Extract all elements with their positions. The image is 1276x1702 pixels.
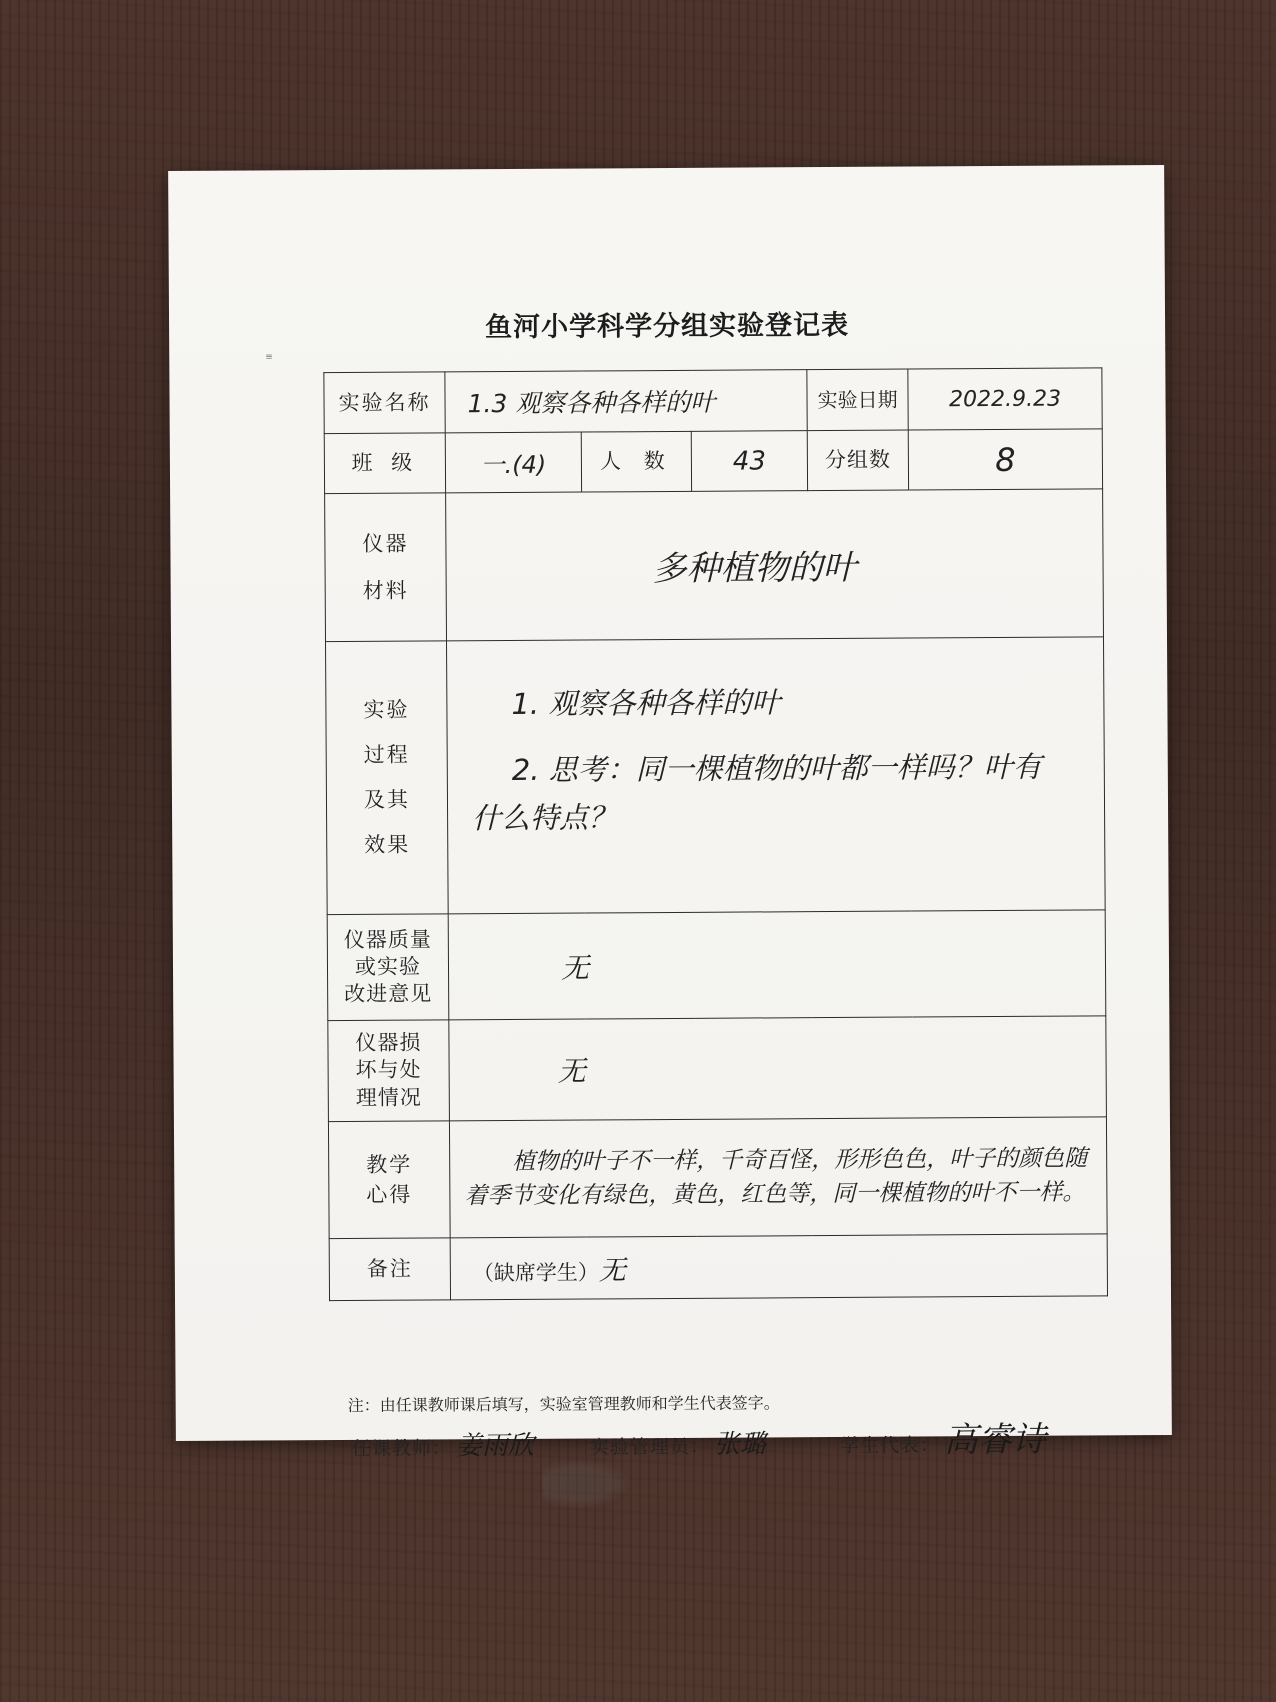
label-process-line2: 过程 [363, 742, 410, 767]
row-class [324, 429, 1102, 494]
label-process-line1: 实验 [363, 697, 410, 722]
label-damage-line3: 理情况 [355, 1085, 422, 1110]
row-process [326, 637, 1106, 915]
label-teaching-line1: 教学 [366, 1152, 413, 1177]
experiment-table [323, 367, 1108, 1301]
value-group-count: 8 [908, 429, 1102, 490]
label-materials-line2: 材料 [362, 578, 409, 603]
process-step-1: 1. 观察各种各样的叶 [511, 685, 781, 721]
remarks-absent-prefix: （缺席学生） [472, 1260, 599, 1286]
label-process-line3: 及其 [363, 787, 411, 812]
label-materials-line1: 仪器 [362, 531, 409, 557]
label-quality-line2: 或实验 [354, 954, 422, 979]
label-damage-line1: 仪器损 [355, 1030, 422, 1055]
manager-signature: 张璐 [713, 1429, 767, 1460]
manager-label: 实验管理员： [589, 1435, 711, 1459]
process-step-2: 2. 思考：同一棵植物的叶都一样吗？叶有什么特点？ [471, 749, 1042, 835]
value-quality: 无 [448, 910, 1106, 1020]
label-damage-line2: 坏与处 [355, 1057, 422, 1083]
remarks-value: 无 [598, 1255, 626, 1287]
registration-form-sheet [168, 165, 1172, 1462]
label-teaching [328, 1121, 450, 1239]
row-remarks [329, 1234, 1107, 1301]
student-label: 学生代表： [839, 1434, 941, 1457]
label-damage [328, 1020, 450, 1122]
label-process-line4: 效果 [364, 832, 411, 858]
value-people-count: 43 [691, 431, 807, 492]
student-signature: 高睿诗 [943, 1419, 1047, 1461]
value-experiment-date: 2022.9.23 [908, 368, 1102, 430]
label-quality-line3: 改进意见 [344, 981, 433, 1007]
row-quality [327, 910, 1106, 1021]
label-remarks: 备注 [329, 1238, 450, 1301]
teacher-label: 任课教师： [351, 1437, 453, 1460]
teacher-signature-block [352, 1425, 534, 1463]
value-process [447, 637, 1106, 914]
row-teaching [328, 1117, 1107, 1239]
footer-note: 注：由任课教师课后填写，实验室管理教师和学生代表签字。 [347, 1393, 780, 1415]
label-experiment-date: 实验日期 [807, 369, 908, 431]
label-quality-line1: 仪器质量 [343, 927, 432, 952]
label-people-count: 人 数 [581, 431, 691, 492]
value-class: 一.(4) [445, 432, 581, 493]
label-process [326, 641, 449, 915]
label-class: 班 级 [324, 433, 445, 494]
label-quality [327, 914, 449, 1021]
label-materials [325, 493, 447, 642]
value-remarks [450, 1234, 1107, 1300]
label-group-count: 分组数 [807, 430, 908, 491]
label-teaching-line2: 心得 [366, 1182, 413, 1207]
value-teaching: 植物的叶子不一样，千奇百怪，形形色色，叶子的颜色随着季节变化有绿色，黄色，红色等，同一棵植物的叶不一样。 [449, 1117, 1107, 1238]
value-experiment-name: 1.3 观察各种各样的叶 [445, 370, 807, 433]
margin-mark: ≡ [265, 352, 273, 363]
form-title: 鱼河小学科学分组实验登记表 [484, 309, 850, 344]
value-damage: 无 [449, 1016, 1107, 1121]
manager-signature-block [590, 1423, 766, 1461]
row-materials [325, 489, 1104, 642]
row-damage [328, 1016, 1107, 1122]
teacher-signature: 姜雨欣 [455, 1430, 535, 1462]
value-materials: 多种植物的叶 [446, 489, 1104, 641]
student-signature-block [840, 1412, 1046, 1462]
ink-smudge [542, 1458, 632, 1509]
label-experiment-name: 实验名称 [324, 372, 445, 434]
row-experiment-name [324, 368, 1102, 434]
